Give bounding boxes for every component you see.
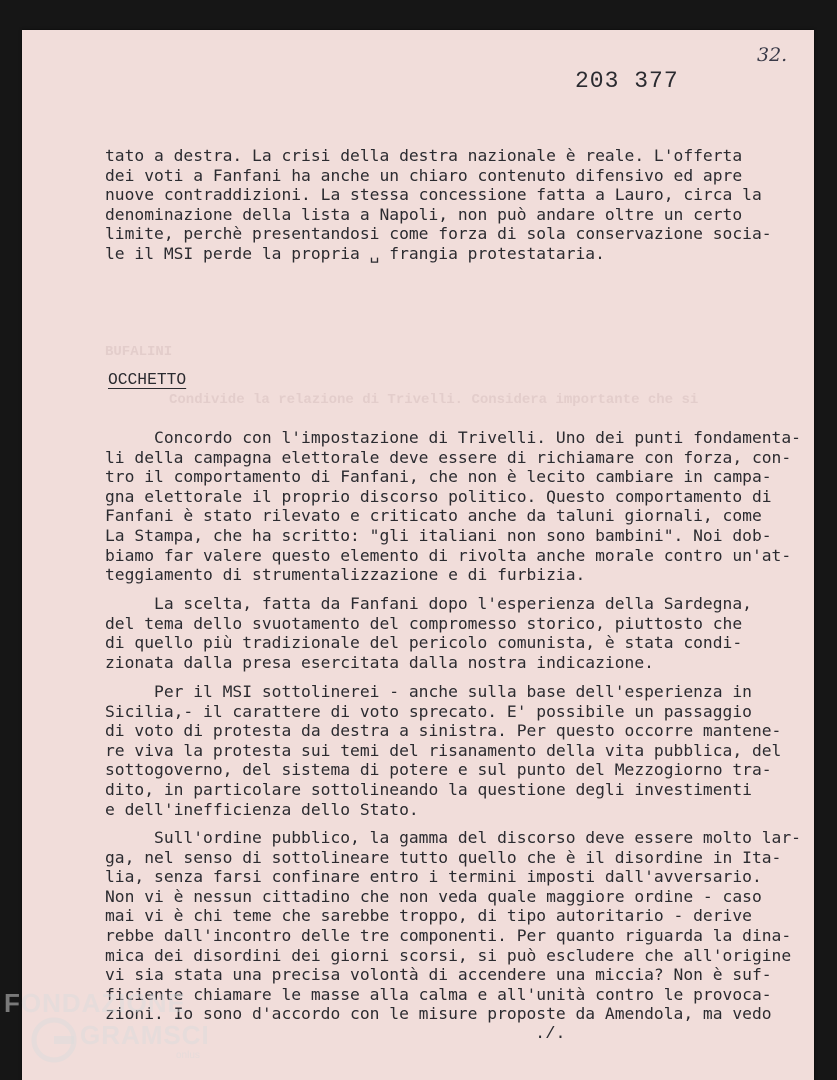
watermark-line-2: GRAMSCI [80,1020,210,1050]
watermark-line-1: FONDAZIONE [4,988,186,1018]
watermark-suffix: onlus [176,1050,200,1061]
paragraph-1: Concordo con l'impostazione di Trivelli. Uno dei punti fondamenta- li della campagna elettorale deve essere di richiamare con forza, con- tro il comportamento di Fanfani, che non è lecito cambiare in campa- gna elettorale il proprio discorso politico. Questo comportamento di Fanfani è stato rilevato e criticato anche da taluni giornali, come La Stampa, che ha scritto: "gli italiani non sono bambini". Noi dob- biamo far valere questo elemento di rivolta anche morale contro un'at- teggiamento di strumentalizzazione e di furbizia. [105,428,801,585]
paragraph-2: La scelta, fatta da Fanfani dopo l'esperienza della Sardegna, del tema dello svuotamento del compromesso storico, piuttosto che di quello più tradizionale del pericolo comunista, è stata condi- zionata dalla presa esercitata dalla nostra indicazione. [105,594,752,672]
intro-paragraph: tato a destra. La crisi della destra nazionale è reale. L'offerta dei voti a Fanfani ha anche un chiaro contenuto difensivo ed apre nuove contraddizioni. La stessa concessione fatta a Lauro, circa la denominazione della lista a Napoli, non può andare oltre un certo limite, perchè presentandosi come forza di sola conservazione socia- le il MSI perde la propria ␣ frangia protestataria. [105,146,772,263]
archive-document-number: 203 377 [575,68,679,94]
paragraph-3: Per il MSI sottolinerei - anche sulla base dell'esperienza in Sicilia,- il carattere di voto sprecato. E' possibile un passaggio di voto di protesta da destra a sinistra. Per questo occorre mantene- re viva la protesta sui temi del risanamento della vita pubblica, del sottogoverno, del sistema di potere e sul punto del Mezzogiorno tra- dito, in particolare sottolineando la questione degli investimenti e dell'inefficienza dello Stato. [105,682,782,819]
continuation-mark: ./. [535,1025,566,1044]
paragraph-4: Sull'ordine pubblico, la gamma del discorso deve essere molto lar- ga, nel senso di sottolineare tutto quello che è il disordine in Ita- lia, senza farsi confinare entro i termini imposti dall'avversario. Non vi è nessun cittadino che non veda quale maggiore ordine - caso mai vi è chi teme che sarebbe troppo, di tipo autoritario - derive rebbe dall'incontro delle tre componenti. Per quanto riguarda la dina- mica dei disordini dei giorni scorsi, si può escludere che all'origine vi sia stata una precisa volontà di accendere una miccia? Non è suf- ficiente chiamare le masse alla calma e all'unità contro le provoca- zioni. Io sono d'accordo con le misure proposte da Amendola, ma vedo [105,828,801,1024]
handwritten-page-number: 32. [757,44,788,66]
gramsci-logo-icon [30,1016,78,1064]
section-heading: OCCHETTO [108,370,187,389]
faded-line: Condivide la relazione di Trivelli. Considera importante che si [169,392,699,408]
faded-heading: BUFALINI [105,344,173,360]
fondazione-gramsci-watermark [0,984,230,1080]
document-page [22,30,814,1080]
